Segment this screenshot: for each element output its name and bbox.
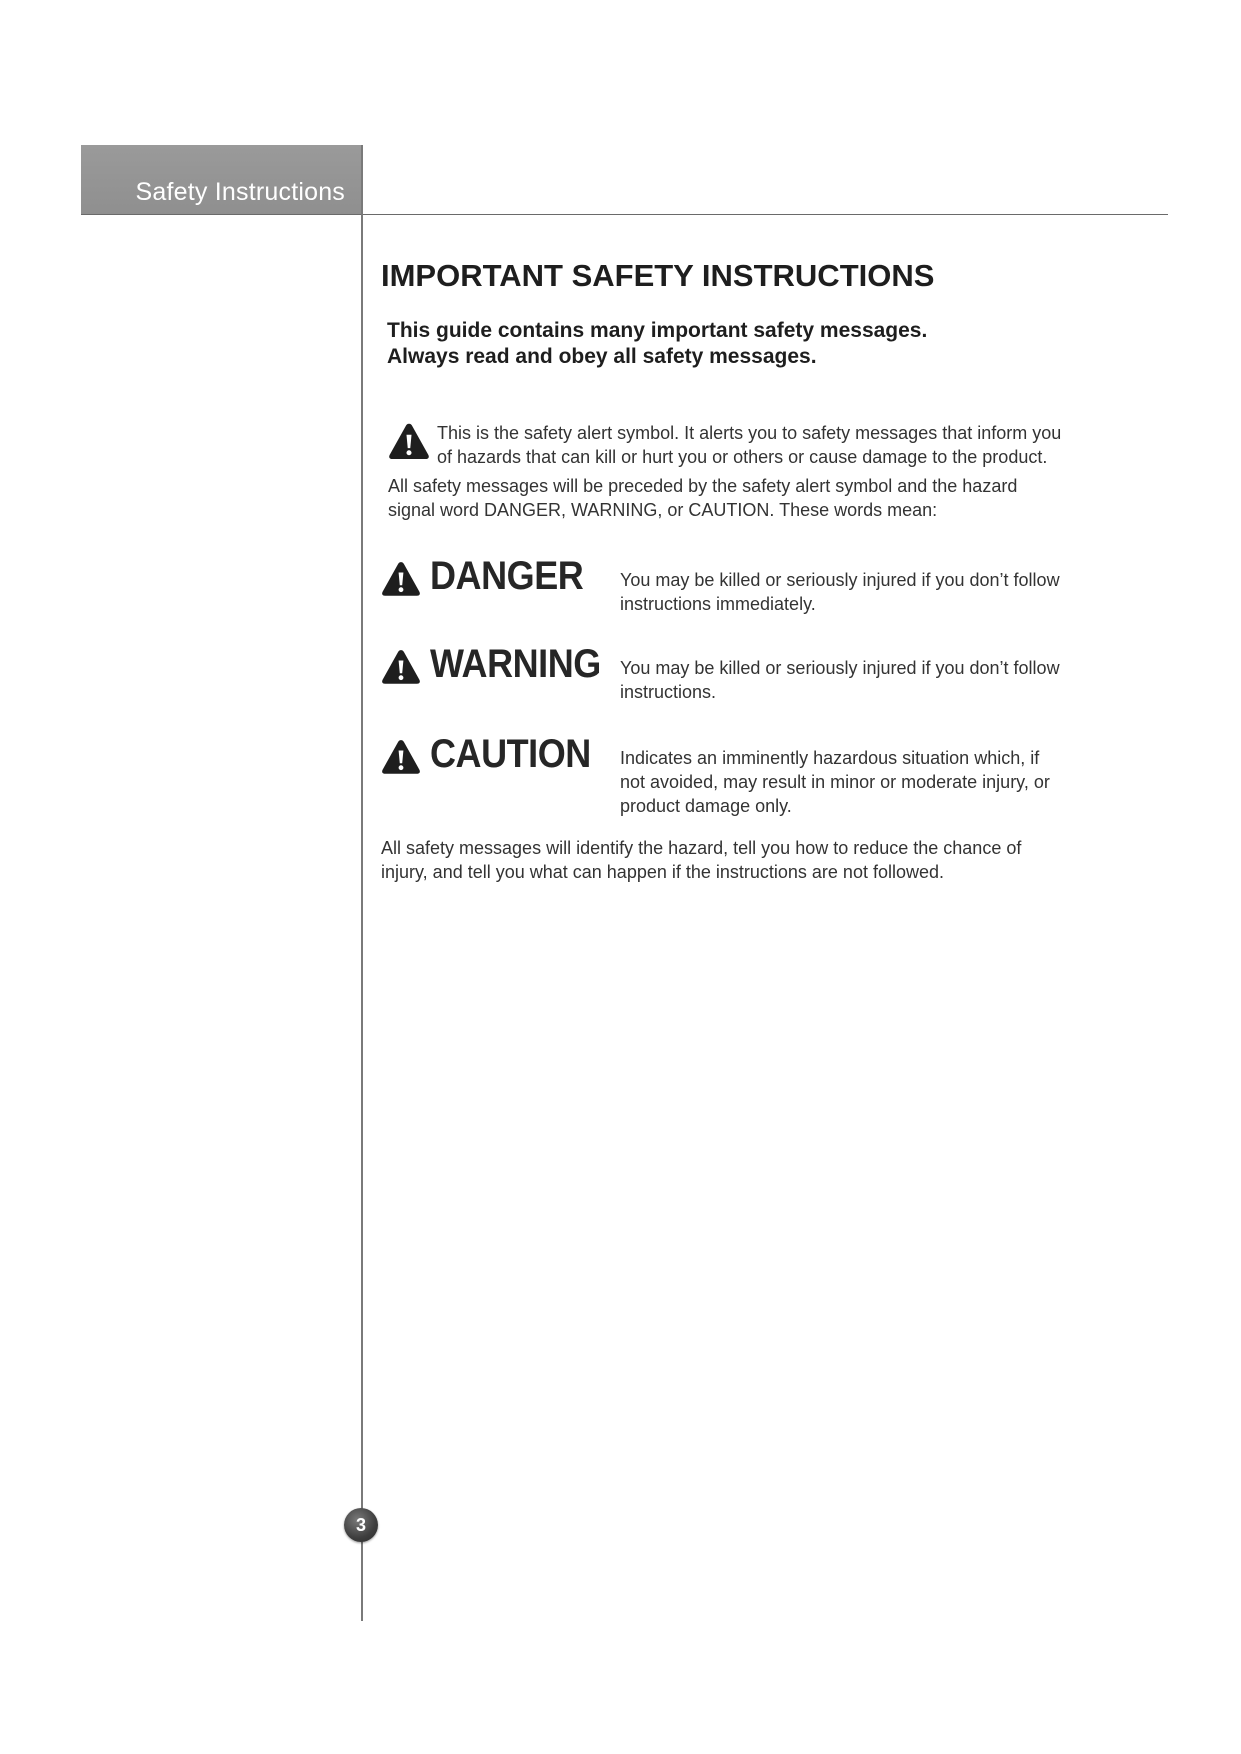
signal-description-line: You may be killed or seriously injured if you don’t follow [620,658,1060,678]
header-rule [81,214,1168,215]
warning-triangle-icon [388,422,430,460]
page-title: IMPORTANT SAFETY INSTRUCTIONS [381,258,935,293]
signal-word-caution: CAUTION [430,732,591,776]
intro-line: This guide contains many important safety messages. [387,319,928,342]
signal-description-line: Indicates an imminently hazardous situation which, if [620,748,1040,768]
intro-block [387,318,927,370]
section-label: Safety Instructions [135,178,345,206]
signal-description-line: product damage only. [620,796,792,816]
signal-description-line: You may be killed or seriously injured if you don’t follow [620,570,1060,590]
signal-description [620,746,1050,818]
closing-text [381,836,1021,884]
signal-caution [381,732,1101,816]
vertical-rule [361,145,363,1621]
warning-triangle-icon [381,738,421,775]
alert-symbol-line: of hazards that can kill or hurt you or others or cause damage to the product. [437,447,1048,467]
signal-word-warning: WARNING [430,642,601,686]
preceded-line: All safety messages will be preceded by the safety alert symbol and the hazard [388,476,1018,496]
signal-description-line: instructions immediately. [620,594,816,614]
signal-danger [381,554,1101,618]
page-number: 3 [344,1508,378,1542]
signal-description-line: instructions. [620,682,717,702]
signal-description [620,656,1060,704]
section-tab [81,145,361,215]
signal-warning [381,642,1101,706]
alert-symbol-text [437,421,1061,469]
intro-line: Always read and obey all safety messages. [387,345,817,368]
alert-symbol-line: This is the safety alert symbol. It alerts you to safety messages that inform you [437,423,1062,443]
signal-description-line: not avoided, may result in minor or moderate injury, or [620,772,1050,792]
closing-line: All safety messages will identify the hazard, tell you how to reduce the chance of [381,838,1022,858]
signal-word-danger: DANGER [430,554,584,598]
signal-description [620,568,1060,616]
warning-triangle-icon [381,560,421,597]
closing-line: injury, and tell you what can happen if the instructions are not followed. [381,862,945,882]
preceded-line: signal word DANGER, WARNING, or CAUTION. These words mean: [388,500,938,520]
warning-triangle-icon [381,648,421,685]
preceded-text [388,474,1017,522]
